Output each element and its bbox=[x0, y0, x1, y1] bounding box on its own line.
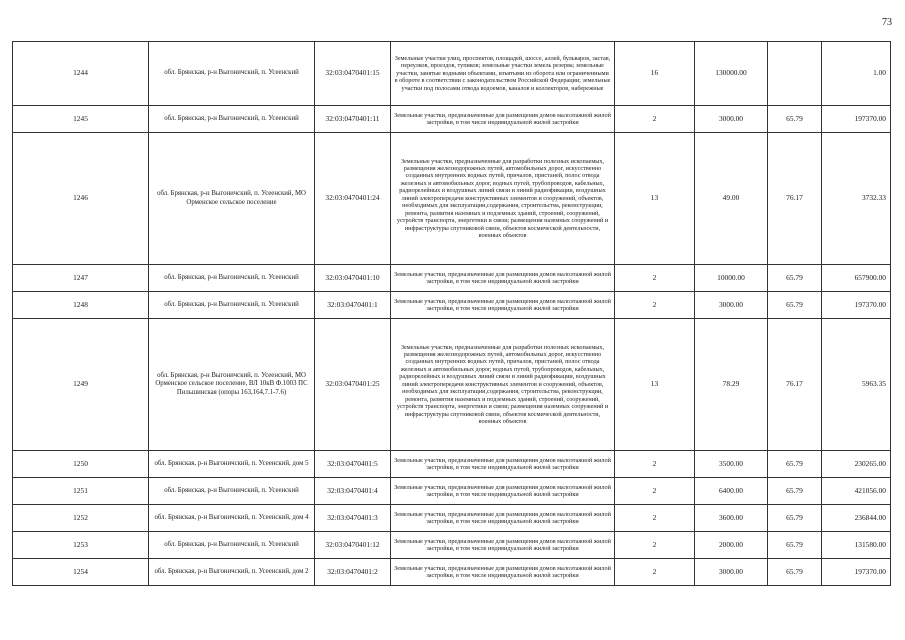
cell-land-use: Земельные участки улиц, проспектов, площадей, шоссе, аллей, бульваров, застав, переулков, проездов, тупиков; земельные участки земель резерва; земельные участки, занятые водными объектами, изъятыми из оборота или ограниченными в обороте в соответствии с законодательством Российской Федерации; земельные участки под полосами отвода водоемов, каналов и коллекторов, набережные bbox=[391, 42, 615, 106]
cell-address: обл. Брянская, р-н Выгоничский, п. Усеенский bbox=[149, 532, 315, 559]
cell-address: обл. Брянская, р-н Выгоничский, п. Усеенский, дом 4 bbox=[149, 505, 315, 532]
table-row bbox=[13, 451, 891, 478]
table-row bbox=[13, 106, 891, 133]
page-number: 73 bbox=[882, 17, 892, 28]
cell-record-number: 1254 bbox=[13, 559, 149, 586]
cell-area: 130000.00 bbox=[695, 42, 768, 106]
cell-address: обл. Брянская, р-н Выгоничский, п. Усеенский bbox=[149, 265, 315, 292]
cell-cadastral-number: 32:03:0470401:24 bbox=[315, 133, 391, 265]
cell-address: обл. Брянская, р-н Выгоничский, п. Усеенский, МО Орменское сельское поселение bbox=[149, 133, 315, 265]
table-row bbox=[13, 532, 891, 559]
cell-record-number: 1248 bbox=[13, 292, 149, 319]
cell-use-code: 2 bbox=[615, 559, 695, 586]
table-row bbox=[13, 319, 891, 451]
cell-specific-value: 65.79 bbox=[768, 478, 822, 505]
cell-cadastral-value: 197370.00 bbox=[822, 292, 891, 319]
cell-land-use: Земельные участки, предназначенные для размещения домов малоэтажной жилой застройки, в том числе индивидуальной жилой застройки bbox=[391, 505, 615, 532]
cell-record-number: 1249 bbox=[13, 319, 149, 451]
cell-cadastral-number: 32:03:0470401:12 bbox=[315, 532, 391, 559]
cell-use-code: 13 bbox=[615, 319, 695, 451]
cell-land-use: Земельные участки, предназначенные для размещения домов малоэтажной жилой застройки, в том числе индивидуальной жилой застройки bbox=[391, 292, 615, 319]
cell-cadastral-number: 32:03:0470401:25 bbox=[315, 319, 391, 451]
cell-cadastral-value: 197370.00 bbox=[822, 106, 891, 133]
cell-land-use: Земельные участки, предназначенные для разработки полезных ископаемых, размещения железнодорожных путей, автомобильных дорог, искусственно созданных внутренних водных путей, причалов, пристаней, полос отвода железных и автомобильных дорог, водных путей, трубопроводов, кабельных, радиорелейных и воздушных линий связи и линий радиофикации, воздушных линий электропередачи конструктивных элементов и сооружений, объектов, необходимых для эксплуатации,содержания, строительства, реконструкции, ремонта, развития наземных и подземных зданий, строений, сооружений, устройств транспорта, энергетики и связи; размещения наземных сооружений и инфраструктуры спутниковой связи, объектов космической деятельности, военных объектов bbox=[391, 319, 615, 451]
cell-address: обл. Брянская, р-н Выгоничский, п. Усеенский, МО Орменское сельское поселение, ВЛ 10кВ Ф.1003 ПС Пильшинская (опоры 163,164,7.1-7.6) bbox=[149, 319, 315, 451]
cell-land-use: Земельные участки, предназначенные для разработки полезных ископаемых, размещения железнодорожных путей, автомобильных дорог, искусственно созданных внутренних водных путей, причалов, пристаней, полос отвода железных и автомобильных дорог, водных путей, трубопроводов, кабельных, радиорелейных и воздушных линий связи и линий радиофикации, воздушных линий электропередачи конструктивных элементов и сооружений, объектов, необходимых для эксплуатации,содержания, строительства, реконструкции, ремонта, развития наземных и подземных зданий, строений, сооружений, устройств транспорта, энергетики и связи; размещения наземных сооружений и инфраструктуры спутниковой связи, объектов космической деятельности, военных объектов bbox=[391, 133, 615, 265]
cell-specific-value: 65.79 bbox=[768, 292, 822, 319]
cell-cadastral-value: 5963.35 bbox=[822, 319, 891, 451]
cell-area: 49.00 bbox=[695, 133, 768, 265]
cell-use-code: 13 bbox=[615, 133, 695, 265]
cell-cadastral-value: 1.00 bbox=[822, 42, 891, 106]
cell-use-code: 2 bbox=[615, 478, 695, 505]
cell-address: обл. Брянская, р-н Выгоничский, п. Усеенский, дом 2 bbox=[149, 559, 315, 586]
cell-land-use: Земельные участки, предназначенные для размещения домов малоэтажной жилой застройки, в том числе индивидуальной жилой застройки bbox=[391, 532, 615, 559]
cell-use-code: 16 bbox=[615, 42, 695, 106]
cell-record-number: 1244 bbox=[13, 42, 149, 106]
cell-specific-value: 65.79 bbox=[768, 106, 822, 133]
cell-use-code: 2 bbox=[615, 292, 695, 319]
table-row bbox=[13, 42, 891, 106]
cell-cadastral-number: 32:03:0470401:11 bbox=[315, 106, 391, 133]
cell-cadastral-value: 421056.00 bbox=[822, 478, 891, 505]
cell-land-use: Земельные участки, предназначенные для размещения домов малоэтажной жилой застройки, в том числе индивидуальной жилой застройки bbox=[391, 106, 615, 133]
cell-area: 3600.00 bbox=[695, 505, 768, 532]
table-row bbox=[13, 292, 891, 319]
cell-area: 6400.00 bbox=[695, 478, 768, 505]
cell-cadastral-number: 32:03:0470401:2 bbox=[315, 559, 391, 586]
cell-area: 10000.00 bbox=[695, 265, 768, 292]
table-row bbox=[13, 265, 891, 292]
cell-cadastral-number: 32:03:0470401:1 bbox=[315, 292, 391, 319]
cell-record-number: 1246 bbox=[13, 133, 149, 265]
cell-land-use: Земельные участки, предназначенные для размещения домов малоэтажной жилой застройки, в том числе индивидуальной жилой застройки bbox=[391, 451, 615, 478]
land-plots-table bbox=[12, 41, 891, 586]
cell-land-use: Земельные участки, предназначенные для размещения домов малоэтажной жилой застройки, в том числе индивидуальной жилой застройки bbox=[391, 559, 615, 586]
cell-record-number: 1253 bbox=[13, 532, 149, 559]
cell-record-number: 1250 bbox=[13, 451, 149, 478]
cell-use-code: 2 bbox=[615, 451, 695, 478]
cell-specific-value: 65.79 bbox=[768, 532, 822, 559]
table-row bbox=[13, 505, 891, 532]
cell-land-use: Земельные участки, предназначенные для размещения домов малоэтажной жилой застройки, в том числе индивидуальной жилой застройки bbox=[391, 478, 615, 505]
cell-specific-value bbox=[768, 42, 822, 106]
cell-cadastral-number: 32:03:0470401:5 bbox=[315, 451, 391, 478]
cell-specific-value: 65.79 bbox=[768, 265, 822, 292]
cell-area: 3000.00 bbox=[695, 292, 768, 319]
cell-address: обл. Брянская, р-н Выгоничский, п. Усеенский bbox=[149, 292, 315, 319]
cell-specific-value: 65.79 bbox=[768, 451, 822, 478]
cell-specific-value: 65.79 bbox=[768, 559, 822, 586]
cell-cadastral-number: 32:03:0470401:3 bbox=[315, 505, 391, 532]
cell-specific-value: 76.17 bbox=[768, 133, 822, 265]
cell-record-number: 1252 bbox=[13, 505, 149, 532]
table-row bbox=[13, 478, 891, 505]
cell-cadastral-number: 32:03:0470401:4 bbox=[315, 478, 391, 505]
cell-record-number: 1245 bbox=[13, 106, 149, 133]
cell-cadastral-value: 230265.00 bbox=[822, 451, 891, 478]
cell-record-number: 1247 bbox=[13, 265, 149, 292]
cell-use-code: 2 bbox=[615, 505, 695, 532]
table-row bbox=[13, 133, 891, 265]
cell-area: 3500.00 bbox=[695, 451, 768, 478]
cell-use-code: 2 bbox=[615, 106, 695, 133]
cell-specific-value: 65.79 bbox=[768, 505, 822, 532]
cell-cadastral-value: 131580.00 bbox=[822, 532, 891, 559]
cell-cadastral-value: 657900.00 bbox=[822, 265, 891, 292]
cell-address: обл. Брянская, р-н Выгоничский, п. Усеенский bbox=[149, 106, 315, 133]
cell-specific-value: 76.17 bbox=[768, 319, 822, 451]
cell-address: обл. Брянская, р-н Выгоничский, п. Усеенский, дом 5 bbox=[149, 451, 315, 478]
cell-use-code: 2 bbox=[615, 532, 695, 559]
cell-land-use: Земельные участки, предназначенные для размещения домов малоэтажной жилой застройки, в том числе индивидуальной жилой застройки bbox=[391, 265, 615, 292]
cell-cadastral-value: 236844.00 bbox=[822, 505, 891, 532]
cell-cadastral-value: 197370.00 bbox=[822, 559, 891, 586]
cell-area: 2000.00 bbox=[695, 532, 768, 559]
cell-use-code: 2 bbox=[615, 265, 695, 292]
cell-cadastral-number: 32:03:0470401:10 bbox=[315, 265, 391, 292]
cell-record-number: 1251 bbox=[13, 478, 149, 505]
cell-address: обл. Брянская, р-н Выгоничский, п. Усеенский bbox=[149, 478, 315, 505]
cell-area: 78.29 bbox=[695, 319, 768, 451]
cell-area: 3000.00 bbox=[695, 559, 768, 586]
cell-area: 3000.00 bbox=[695, 106, 768, 133]
cell-cadastral-value: 3732.33 bbox=[822, 133, 891, 265]
cell-address: обл. Брянская, р-н Выгоничский, п. Усеенский bbox=[149, 42, 315, 106]
cell-cadastral-number: 32:03:0470401:15 bbox=[315, 42, 391, 106]
table-row bbox=[13, 559, 891, 586]
